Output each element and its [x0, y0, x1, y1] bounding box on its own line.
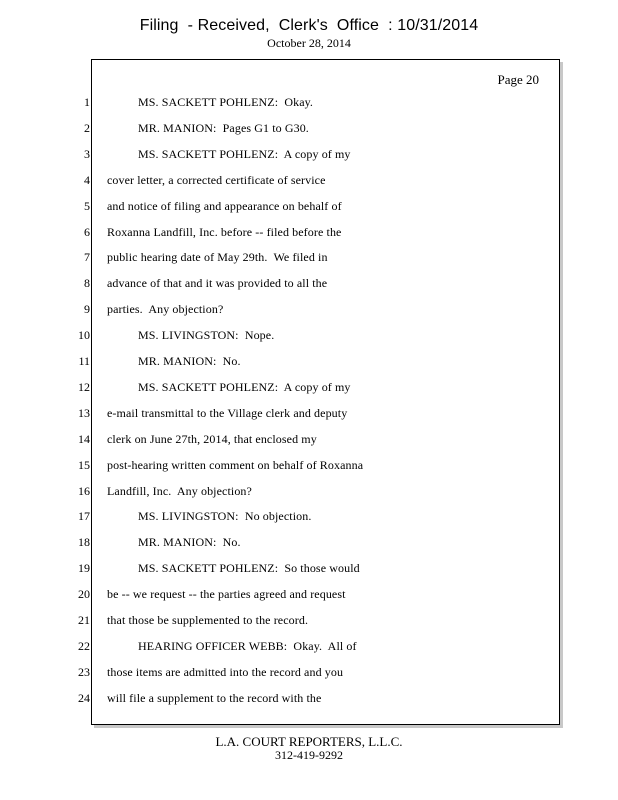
line-text: advance of that and it was provided to all the	[107, 276, 328, 290]
line-number: 14	[78, 432, 90, 446]
line-text: will file a supplement to the record with the	[107, 691, 322, 705]
line-number: 21	[78, 613, 90, 627]
line-text: MS. SACKETT POHLENZ: Okay.	[107, 95, 314, 109]
line-text: MS. LIVINGSTON: Nope.	[107, 328, 275, 342]
line-number: 9	[84, 302, 90, 316]
line-text: cover letter, a corrected certificate of service	[107, 173, 326, 187]
line-text: Roxanna Landfill, Inc. before -- filed before the	[107, 225, 342, 239]
line-number: 11	[78, 354, 90, 368]
line-number: 15	[78, 458, 90, 472]
line-text: MR. MANION: No.	[107, 354, 241, 368]
line-number: 6	[84, 225, 90, 239]
line-text: and notice of filing and appearance on behalf of	[107, 199, 342, 213]
line-number: 3	[84, 147, 90, 161]
line-number: 8	[84, 276, 90, 290]
line-number: 4	[84, 173, 90, 187]
court-reporter-phone: 312-419-9292	[275, 748, 343, 762]
line-number: 13	[78, 406, 90, 420]
line-text: Landfill, Inc. Any objection?	[107, 484, 252, 498]
line-number: 12	[78, 380, 90, 394]
line-number: 17	[78, 509, 90, 523]
line-number: 16	[78, 484, 90, 498]
line-number: 1	[84, 95, 90, 109]
line-number: 20	[78, 587, 90, 601]
line-number: 10	[78, 328, 90, 342]
line-text: public hearing date of May 29th. We filed in	[107, 250, 328, 264]
line-text: MR. MANION: Pages G1 to G30.	[107, 121, 309, 135]
line-text: parties. Any objection?	[107, 302, 224, 316]
line-text: those items are admitted into the record and you	[107, 665, 344, 679]
line-text: clerk on June 27th, 2014, that enclosed my	[107, 432, 317, 446]
line-text: MS. LIVINGSTON: No objection.	[107, 509, 312, 523]
line-text: that those be supplemented to the record.	[107, 613, 309, 627]
line-number: 5	[84, 199, 90, 213]
transcript-date: October 28, 2014	[267, 36, 351, 50]
line-number: 7	[84, 250, 90, 264]
line-text: post-hearing written comment on behalf of Roxanna	[107, 458, 364, 472]
line-text: MS. SACKETT POHLENZ: So those would	[107, 561, 360, 575]
filing-stamp: Filing - Received, Clerk's Office : 10/31/2014	[139, 17, 479, 34]
line-text: e-mail transmittal to the Village clerk and deputy	[107, 406, 348, 420]
line-number: 19	[78, 561, 90, 575]
line-text: MS. SACKETT POHLENZ: A copy of my	[107, 147, 351, 161]
page-number: Page 20	[497, 72, 539, 87]
line-number: 2	[84, 121, 90, 135]
line-number: 23	[78, 665, 90, 679]
line-text: MR. MANION: No.	[107, 535, 241, 549]
court-reporter-name: L.A. COURT REPORTERS, L.L.C.	[215, 734, 403, 749]
line-number: 22	[78, 639, 90, 653]
line-text: be -- we request -- the parties agreed and request	[107, 587, 346, 601]
line-number: 24	[78, 691, 90, 705]
line-text: HEARING OFFICER WEBB: Okay. All of	[107, 639, 357, 653]
line-number: 18	[78, 535, 90, 549]
line-text: MS. SACKETT POHLENZ: A copy of my	[107, 380, 351, 394]
